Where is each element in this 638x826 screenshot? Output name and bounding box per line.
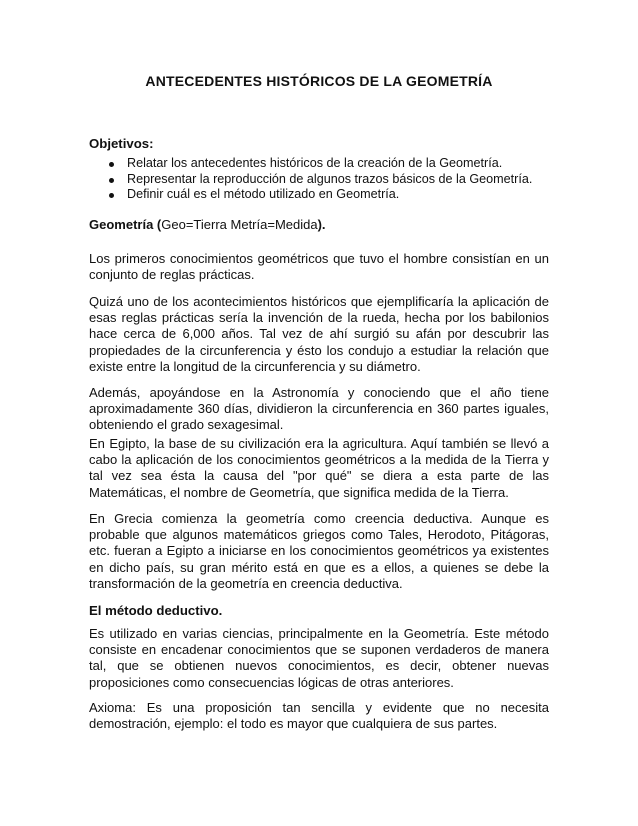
geometry-definition (89, 217, 326, 232)
paragraph-method: Es utilizado en varias ciencias, principalmente en la Geometría. Este método consiste en encadenar conocimientos que se suponen verdaderos de manera tal, que se obtienen nuevos conocimientos, es decir, obtener nuevas proposiciones como consecuencias lógicas de otras anteriores. (89, 626, 549, 690)
document-title: ANTECEDENTES HISTÓRICOS DE LA GEOMETRÍA (145, 73, 493, 89)
paragraph-egypt: En Egipto, la base de su civilización era la agricultura. Aquí también se llevó a cabo la aplicación de los conocimientos geométricos a la medida de la Tierra y tal vez sea ésta la causa del "por qué" se diera a esta parte de las Matemáticas, el nombre de Geometría, que significa medida de la Tierra. (89, 436, 549, 500)
objective-item: Relatar los antecedentes históricos de la creación de la Geometría. (89, 156, 532, 172)
geometry-open-paren: ( (153, 217, 162, 232)
objective-item: Definir cuál es el método utilizado en Geometría. (89, 187, 532, 203)
objectives-list (89, 156, 532, 203)
paragraph-greece: En Grecia comienza la geometría como creencia deductiva. Aunque es probable que algunos matemáticos griegos como Tales, Herodoto, Pitágoras, etc. fueran a Egipto a iniciarse en los conocimientos geométricos ya existentes en dicho país, su gran mérito está en que es a ellos, a quienes se debe la transformación de la geometría en creencia deductiva. (89, 511, 549, 591)
paragraph-wheel: Quizá uno de los acontecimientos históricos que ejemplificaría la aplicación de esas reglas prácticas sería la invención de la rueda, hecha por los babilonios hace cerca de 6,000 años. Tal vez de ahí surgió su afán por descubrir las propiedades de la circunferencia y ésto los condujo a estudiar la relación que existe entre la longitud de la circunferencia y su diámetro. (89, 294, 549, 374)
method-heading: El método deductivo. (89, 603, 223, 618)
objective-item: Representar la reproducción de algunos trazos básicos de la Geometría. (89, 172, 532, 188)
geometry-explanation: Geo=Tierra Metría=Medida (161, 217, 318, 232)
paragraph-astronomy: Además, apoyándose en la Astronomía y conociendo que el año tiene aproximadamente 360 días, dividieron la circunferencia en 360 partes iguales, obteniendo el grado sexagesimal. (89, 385, 549, 433)
geometry-close-paren: ). (317, 217, 326, 232)
paragraph-first-knowledge: Los primeros conocimientos geométricos que tuvo el hombre consistían en un conjunto de reglas prácticas. (89, 251, 549, 283)
objectives-heading: Objetivos: (89, 136, 154, 151)
geometry-term: Geometría (89, 217, 154, 232)
paragraph-axiom: Axioma: Es una proposición tan sencilla y evidente que no necesita demostración, ejemplo: el todo es mayor que cualquiera de sus partes. (89, 700, 549, 732)
